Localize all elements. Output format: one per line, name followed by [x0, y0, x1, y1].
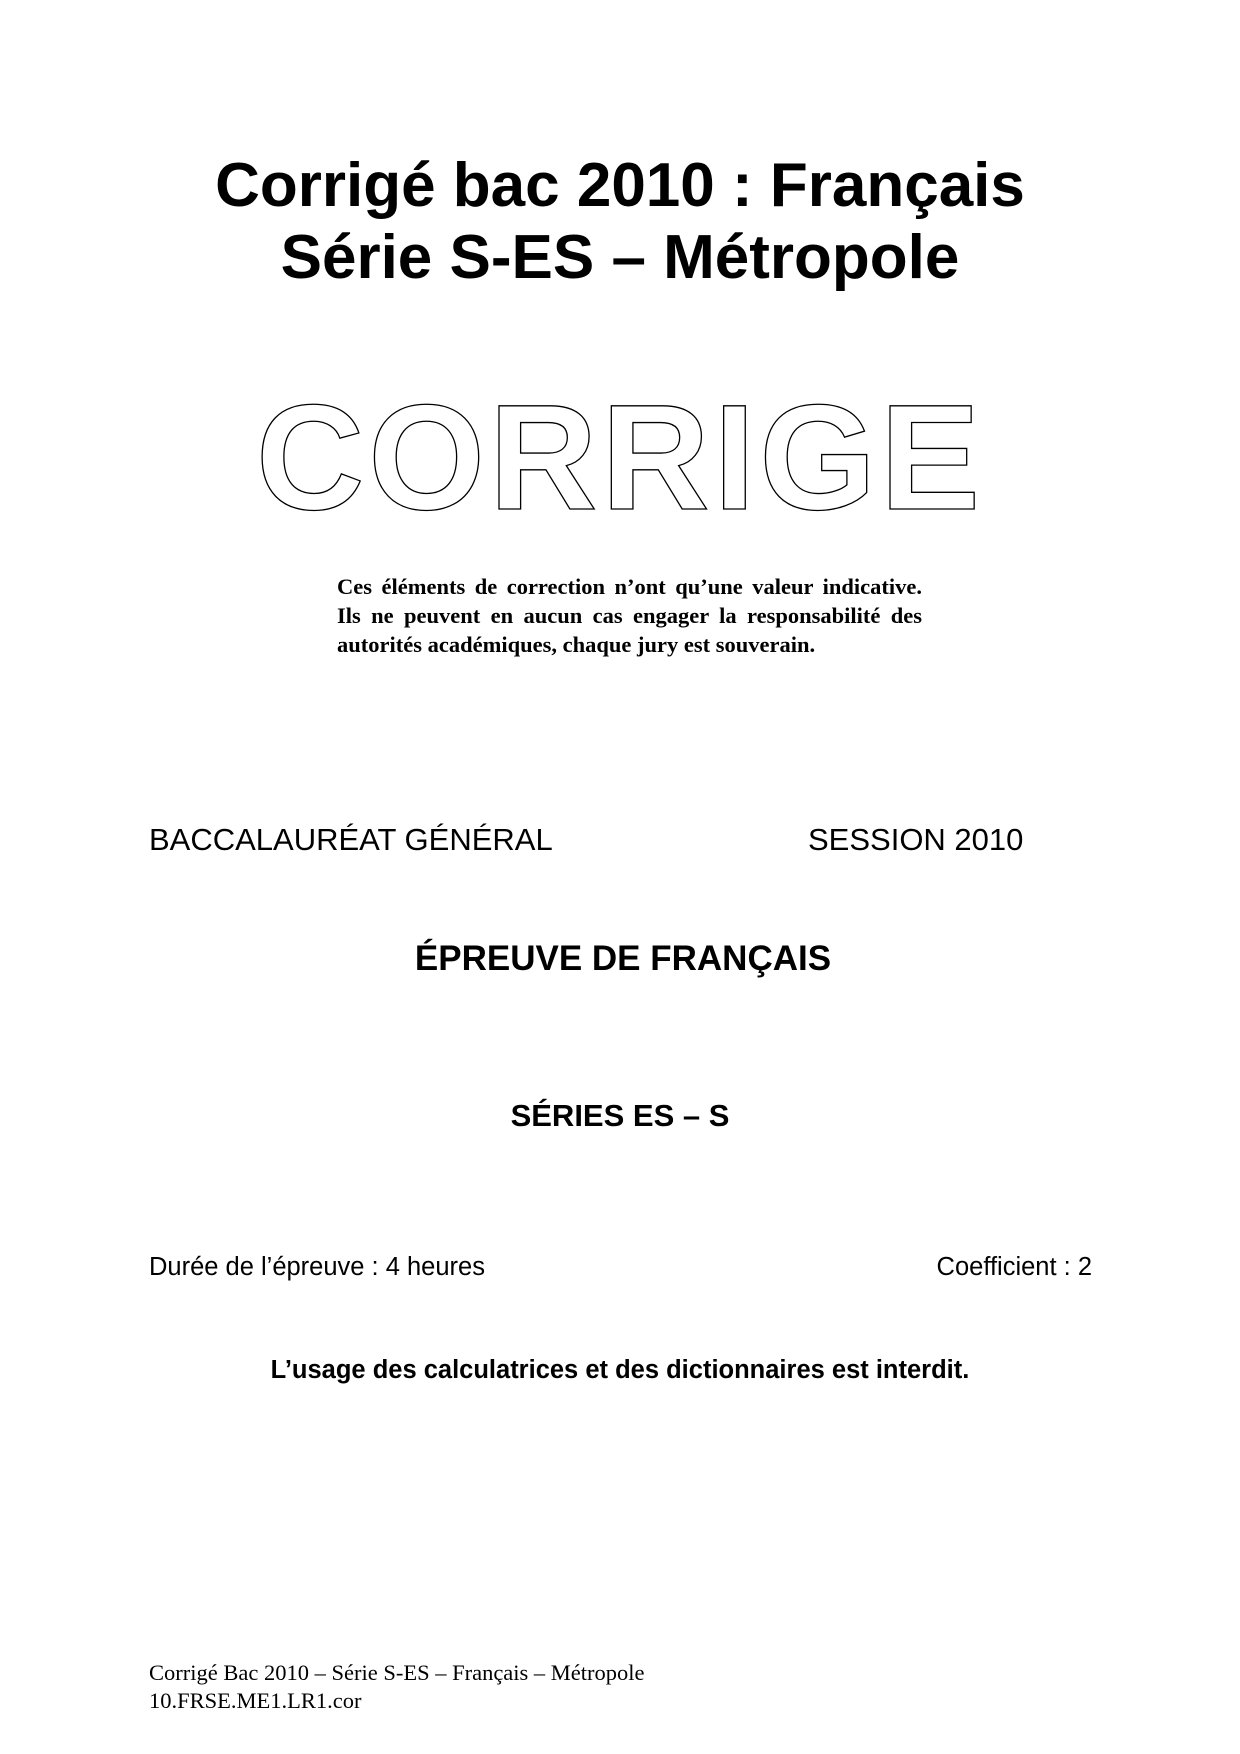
document-title-line2: Série S-ES – Métropole: [280, 223, 960, 292]
corrige-stamp: CORRIGE: [255, 373, 985, 541]
exam-series-heading: SÉRIES ES – S: [510, 1098, 730, 1133]
calculator-notice: L’usage des calculatrices et des dictionnaires est interdit.: [270, 1356, 970, 1384]
footer-reference: 10.FRSE.ME1.LR1.cor: [149, 1688, 362, 1713]
exam-duration: Durée de l’épreuve : 4 heures: [149, 1253, 485, 1281]
exam-subject-heading: ÉPREUVE DE FRANÇAIS: [414, 939, 832, 978]
disclaimer-paragraph: Ces éléments de correction n’ont qu’une valeur indicative. Ils ne peuvent en aucun cas engager la responsabilité des autorités académiques, chaque jury est souverain.: [337, 574, 922, 657]
footer-title: Corrigé Bac 2010 – Série S-ES – Français – Métropole: [149, 1660, 645, 1685]
exam-name: BACCALAURÉAT GÉNÉRAL: [149, 822, 553, 857]
document-title-line1: Corrigé bac 2010 : Français: [215, 151, 1025, 220]
exam-session: SESSION 2010: [808, 822, 1024, 857]
exam-coefficient: Coefficient : 2: [936, 1253, 1092, 1281]
